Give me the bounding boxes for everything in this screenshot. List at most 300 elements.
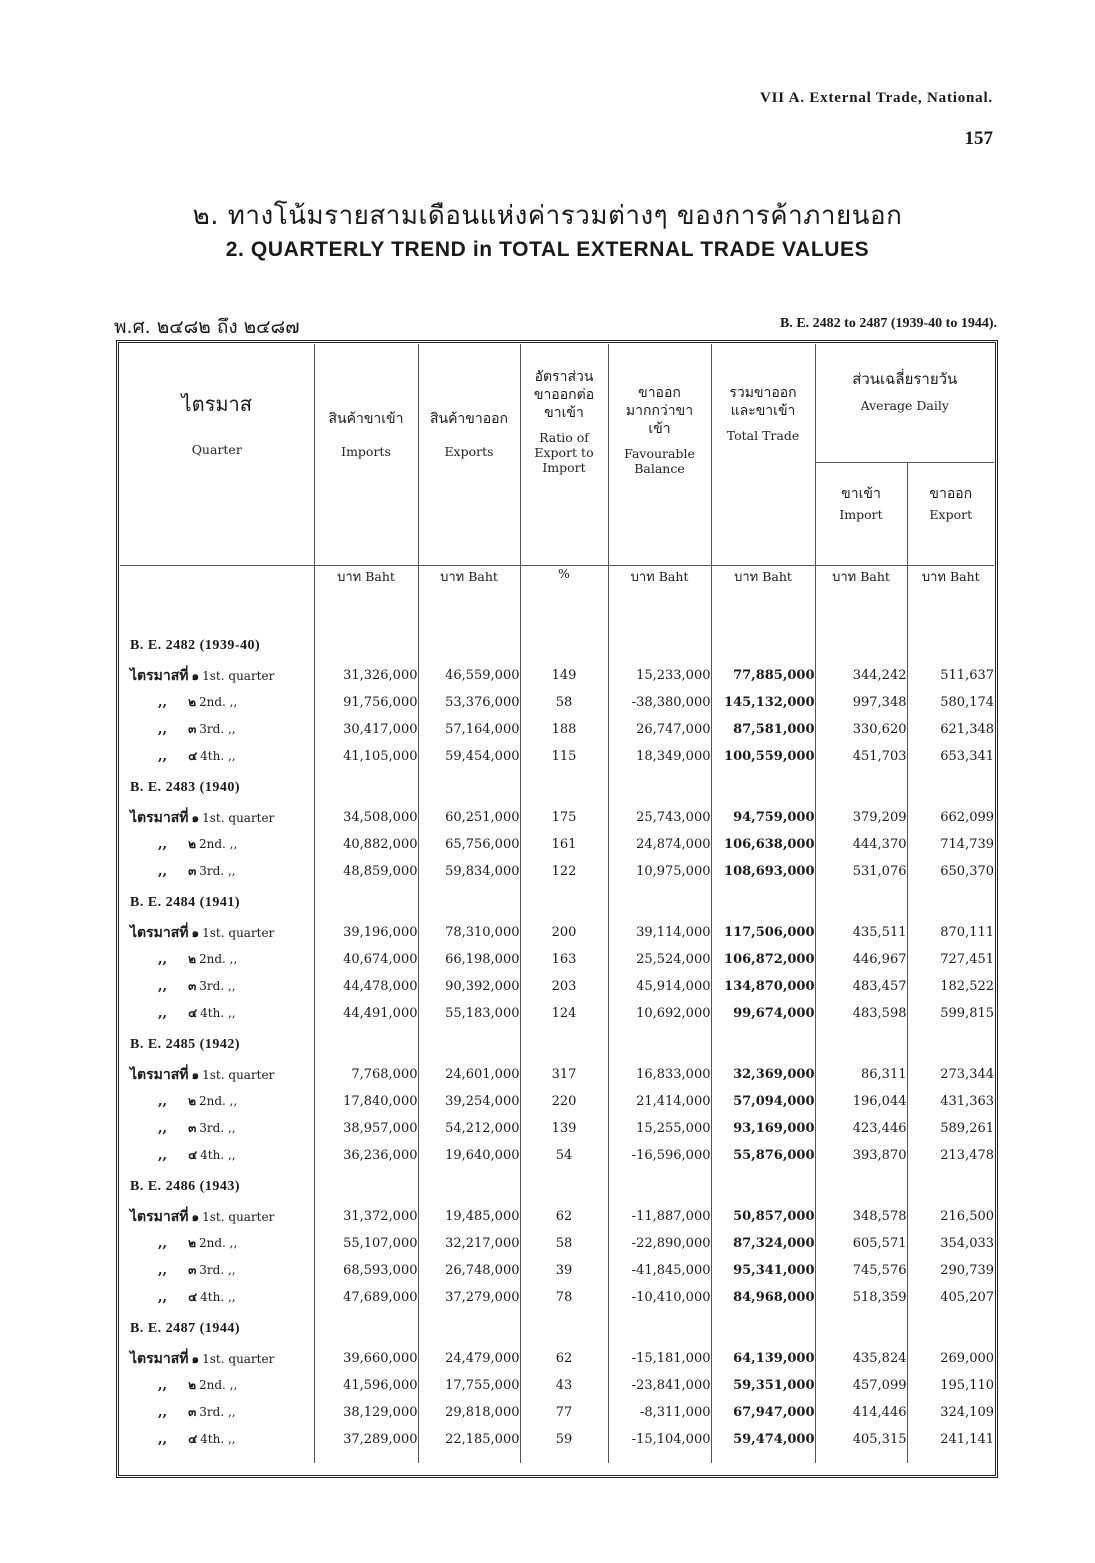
quarter-cell [120, 858, 314, 885]
quarter-numeral: ๒ [188, 1378, 196, 1392]
quarter-cell [120, 1061, 314, 1088]
ditto-mark: ,, [158, 749, 168, 764]
year-spacer-cell [314, 1169, 418, 1203]
cell-avg-import: 379,209 [815, 804, 907, 831]
year-spacer-cell [907, 885, 994, 919]
header-ratio-thai: อัตราส่วนขาออกต่อขาเข้า [533, 369, 595, 421]
cell-exports: 19,485,000 [418, 1203, 520, 1230]
table-row [120, 1284, 994, 1311]
unit-avg-export [907, 566, 994, 629]
year-spacer-cell [815, 1027, 907, 1061]
year-spacer-cell [815, 885, 907, 919]
cell-total: 32,369,000 [711, 1061, 815, 1088]
header-average-daily-english: Average Daily [860, 398, 949, 413]
header-avg-import-english: Import [839, 507, 883, 522]
ditto-mark: ,, [158, 1263, 168, 1278]
quarter-cell [120, 716, 314, 743]
table-body [120, 628, 994, 1463]
quarter-english-label: 2nd. ,, [198, 1236, 238, 1250]
cell-total: 59,351,000 [711, 1372, 815, 1399]
year-spacer-cell [314, 1311, 418, 1345]
cell-balance: 26,747,000 [608, 716, 711, 743]
year-row [120, 628, 994, 662]
ditto-mark: ,, [158, 1290, 168, 1305]
cell-avg-import: 423,446 [815, 1115, 907, 1142]
quarter-numeral: ๓ [188, 1263, 197, 1277]
quarter-english-label: 2nd. ,, [198, 837, 238, 851]
cell-balance: -15,104,000 [608, 1426, 711, 1453]
table-row [120, 716, 994, 743]
title-english: 2. QUARTERLY TREND in TOTAL EXTERNAL TRADE VALUES [225, 238, 870, 261]
ditto-mark: ,, [158, 722, 168, 737]
quarter-cell [120, 1284, 314, 1311]
table-row [120, 1399, 994, 1426]
table-row [120, 1142, 994, 1169]
table-row [120, 946, 994, 973]
cell-imports: 31,372,000 [314, 1203, 418, 1230]
cell-ratio: 203 [520, 973, 608, 1000]
year-spacer-cell [608, 1311, 711, 1345]
year-label: B. E. 2484 (1941) [130, 894, 240, 910]
cell-avg-export: 195,110 [907, 1372, 994, 1399]
cell-avg-import: 330,620 [815, 716, 907, 743]
cell-avg-import: 344,242 [815, 662, 907, 689]
table-header [120, 344, 994, 628]
quarter-numeral: ๒ [188, 837, 196, 851]
quarter-cell [120, 1142, 314, 1169]
quarter-english-label: 4th. ,, [200, 1290, 236, 1304]
ditto-mark: ,, [158, 952, 168, 967]
header-balance [608, 344, 711, 566]
header-exports-english: Exports [444, 444, 494, 459]
header-imports-thai: สินค้าขาเข้า [328, 411, 404, 427]
year-spacer-cell [520, 1311, 608, 1345]
cell-total: 134,870,000 [711, 973, 815, 1000]
cell-avg-export: 870,111 [907, 919, 994, 946]
header-ratio [520, 344, 608, 566]
cell-avg-export: 589,261 [907, 1115, 994, 1142]
cell-imports: 7,768,000 [314, 1061, 418, 1088]
year-row [120, 770, 994, 804]
year-spacer-cell [907, 628, 994, 662]
quarter-english-label: 4th. ,, [200, 1148, 236, 1162]
cell-balance: 39,114,000 [608, 919, 711, 946]
cell-imports: 40,674,000 [314, 946, 418, 973]
unit-row [120, 566, 994, 629]
cell-exports: 22,185,000 [418, 1426, 520, 1453]
cell-ratio: 115 [520, 743, 608, 770]
cell-balance: 10,692,000 [608, 1000, 711, 1027]
cell-imports: 41,596,000 [314, 1372, 418, 1399]
cell-imports: 44,491,000 [314, 1000, 418, 1027]
cell-avg-export: 599,815 [907, 1000, 994, 1027]
year-spacer-cell [520, 1169, 608, 1203]
cell-imports: 39,660,000 [314, 1345, 418, 1372]
quarter-cell [120, 804, 314, 831]
cell-exports: 78,310,000 [418, 919, 520, 946]
unit-baht-thai: บาท [337, 570, 362, 585]
year-row [120, 885, 994, 919]
cell-balance: -16,596,000 [608, 1142, 711, 1169]
year-label: B. E. 2482 (1939-40) [130, 637, 261, 653]
header-avg-import [815, 463, 907, 566]
quarter-english-label: 3rd. ,, [199, 864, 236, 878]
cell-avg-export: 431,363 [907, 1088, 994, 1115]
cell-ratio: 317 [520, 1061, 608, 1088]
year-label: B. E. 2486 (1943) [130, 1178, 240, 1194]
year-spacer-cell [314, 770, 418, 804]
period-thai: พ.ศ. ๒๔๘๒ ถึง ๒๔๘๗ [114, 316, 300, 338]
cell-avg-export: 216,500 [907, 1203, 994, 1230]
cell-ratio: 188 [520, 716, 608, 743]
year-spacer-cell [907, 770, 994, 804]
cell-imports: 48,859,000 [314, 858, 418, 885]
cell-exports: 17,755,000 [418, 1372, 520, 1399]
cell-total: 87,324,000 [711, 1230, 815, 1257]
period-english: B. E. 2482 to 2487 (1939-40 to 1944). [780, 316, 997, 331]
quarter-english-label: 4th. ,, [200, 1432, 236, 1446]
ditto-mark: ,, [158, 1094, 168, 1109]
cell-imports: 41,105,000 [314, 743, 418, 770]
header-ratio-english: Ratio of Export to Import [534, 430, 594, 475]
year-spacer-cell [520, 885, 608, 919]
cell-balance: 10,975,000 [608, 858, 711, 885]
header-average-daily-thai: ส่วนเฉลี่ยรายวัน [852, 370, 958, 388]
year-row [120, 1311, 994, 1345]
quarter-cell [120, 1345, 314, 1372]
quarter-cell [120, 973, 314, 1000]
quarter-cell [120, 1203, 314, 1230]
cell-avg-export: 273,344 [907, 1061, 994, 1088]
unit-baht-thai: บาท [440, 570, 465, 585]
quarter-cell [120, 1115, 314, 1142]
cell-avg-import: 483,457 [815, 973, 907, 1000]
quarter-numeral: ๔ [188, 1432, 198, 1446]
quarter-cell [120, 1399, 314, 1426]
cell-total: 95,341,000 [711, 1257, 815, 1284]
cell-avg-export: 511,637 [907, 662, 994, 689]
cell-ratio: 58 [520, 689, 608, 716]
cell-total: 57,094,000 [711, 1088, 815, 1115]
title-thai: ๒. ทางโน้มรายสามเดือนแห่งค่ารวมต่างๆ ของการค้าภายนอก [192, 201, 903, 231]
cell-avg-export: 213,478 [907, 1142, 994, 1169]
year-spacer-cell [608, 885, 711, 919]
cell-exports: 59,454,000 [418, 743, 520, 770]
cell-balance: 45,914,000 [608, 973, 711, 1000]
cell-exports: 46,559,000 [418, 662, 520, 689]
cell-avg-import: 393,870 [815, 1142, 907, 1169]
header-exports-thai: สินค้าขาออก [429, 411, 509, 427]
cell-exports: 24,479,000 [418, 1345, 520, 1372]
year-spacer-cell [907, 1311, 994, 1345]
cell-imports: 38,957,000 [314, 1115, 418, 1142]
year-spacer-cell [314, 628, 418, 662]
quarter-numeral: ๑ [191, 1209, 200, 1224]
cell-total: 106,872,000 [711, 946, 815, 973]
quarter-cell [120, 1000, 314, 1027]
cell-exports: 59,834,000 [418, 858, 520, 885]
cell-ratio: 149 [520, 662, 608, 689]
cell-imports: 39,196,000 [314, 919, 418, 946]
quarter-cell [120, 689, 314, 716]
unit-ratio [520, 566, 608, 629]
cell-imports: 34,508,000 [314, 804, 418, 831]
cell-balance: 25,524,000 [608, 946, 711, 973]
quarter-cell [120, 946, 314, 973]
bottom-spacer-row [120, 1453, 994, 1463]
cell-ratio: 77 [520, 1399, 608, 1426]
quarter-english-label: 3rd. ,, [199, 1405, 236, 1419]
unit-baht-thai: บาท [734, 570, 759, 585]
section-header: VII A. External Trade, National. [760, 90, 993, 106]
table-row [120, 662, 994, 689]
quarter-english-label: 2nd. ,, [198, 695, 238, 709]
cell-balance: -41,845,000 [608, 1257, 711, 1284]
year-spacer-cell [608, 1027, 711, 1061]
header-quarter [120, 344, 314, 566]
header-total [711, 344, 815, 566]
year-spacer-cell [711, 1311, 815, 1345]
year-spacer-cell [907, 1027, 994, 1061]
year-spacer-cell [520, 770, 608, 804]
quarter-cell [120, 1257, 314, 1284]
table-row [120, 1345, 994, 1372]
table-row [120, 973, 994, 1000]
cell-balance: -23,841,000 [608, 1372, 711, 1399]
quarter-english-label: 1st. quarter [202, 1209, 275, 1224]
year-spacer-cell [815, 770, 907, 804]
cell-avg-export: 241,141 [907, 1426, 994, 1453]
unit-baht-thai: บาท [921, 570, 946, 585]
quarter-numeral: ๑ [191, 810, 200, 825]
year-row [120, 1169, 994, 1203]
cell-balance: -22,890,000 [608, 1230, 711, 1257]
cell-balance: -8,311,000 [608, 1399, 711, 1426]
cell-total: 55,876,000 [711, 1142, 815, 1169]
table-row [120, 689, 994, 716]
cell-exports: 39,254,000 [418, 1088, 520, 1115]
cell-exports: 53,376,000 [418, 689, 520, 716]
year-spacer-cell [608, 628, 711, 662]
trade-table [120, 344, 994, 1463]
year-label: B. E. 2485 (1942) [130, 1036, 240, 1052]
year-spacer-cell [815, 1311, 907, 1345]
cell-avg-export: 354,033 [907, 1230, 994, 1257]
cell-ratio: 122 [520, 858, 608, 885]
unit-baht: Baht [365, 569, 395, 584]
year-spacer-cell [711, 1169, 815, 1203]
quarter-english-label: 1st. quarter [202, 1067, 275, 1082]
cell-imports: 44,478,000 [314, 973, 418, 1000]
quarter-english-label: 1st. quarter [202, 668, 275, 683]
cell-balance: 24,874,000 [608, 831, 711, 858]
cell-ratio: 62 [520, 1345, 608, 1372]
spacer-cell [314, 1453, 418, 1463]
cell-balance: 15,233,000 [608, 662, 711, 689]
year-spacer-cell [418, 885, 520, 919]
ditto-mark: ,, [158, 1148, 168, 1163]
quarter-cell [120, 831, 314, 858]
ditto-mark: ,, [158, 864, 168, 879]
cell-avg-export: 324,109 [907, 1399, 994, 1426]
spacer-cell [711, 1453, 815, 1463]
cell-ratio: 161 [520, 831, 608, 858]
cell-avg-import: 435,511 [815, 919, 907, 946]
cell-ratio: 139 [520, 1115, 608, 1142]
cell-avg-export: 269,000 [907, 1345, 994, 1372]
quarter-numeral: ๑ [191, 925, 200, 940]
cell-avg-import: 997,348 [815, 689, 907, 716]
table-row [120, 1426, 994, 1453]
table-row [120, 804, 994, 831]
cell-total: 87,581,000 [711, 716, 815, 743]
cell-avg-import: 483,598 [815, 1000, 907, 1027]
header-total-thai: รวมขาออกและขาเข้า [729, 385, 797, 419]
cell-exports: 60,251,000 [418, 804, 520, 831]
cell-ratio: 163 [520, 946, 608, 973]
cell-ratio: 220 [520, 1088, 608, 1115]
unit-percent: % [558, 566, 570, 581]
quarter-cell [120, 919, 314, 946]
cell-exports: 66,198,000 [418, 946, 520, 973]
cell-total: 99,674,000 [711, 1000, 815, 1027]
cell-exports: 57,164,000 [418, 716, 520, 743]
cell-imports: 30,417,000 [314, 716, 418, 743]
quarter-english-label: 2nd. ,, [198, 952, 238, 966]
header-balance-thai: ขาออกมากกว่าขาเข้า [625, 385, 694, 437]
unit-baht: Baht [762, 569, 792, 584]
cell-exports: 90,392,000 [418, 973, 520, 1000]
unit-imports [314, 566, 418, 629]
unit-baht: Baht [949, 569, 980, 584]
unit-baht-thai: บาท [832, 570, 857, 585]
cell-imports: 31,326,000 [314, 662, 418, 689]
header-exports [418, 344, 520, 566]
unit-baht: Baht [468, 569, 498, 584]
quarter-numeral: ๔ [188, 1290, 198, 1304]
cell-exports: 37,279,000 [418, 1284, 520, 1311]
cell-avg-import: 745,576 [815, 1257, 907, 1284]
unit-baht-thai: บาท [630, 570, 655, 585]
quarter-english-label: 2nd. ,, [198, 1094, 238, 1108]
quarter-thai-label: ไตรมาสที่ [130, 924, 189, 941]
table-row [120, 1257, 994, 1284]
quarter-numeral: ๔ [188, 1006, 198, 1020]
quarter-thai-label: ไตรมาสที่ [130, 809, 189, 826]
table-row [120, 1115, 994, 1142]
cell-total: 108,693,000 [711, 858, 815, 885]
year-spacer-cell [314, 885, 418, 919]
table-row [120, 1000, 994, 1027]
ditto-mark: ,, [158, 979, 168, 994]
quarter-english-label: 1st. quarter [202, 810, 275, 825]
quarter-thai-label: ไตรมาสที่ [130, 1066, 189, 1083]
quarter-numeral: ๒ [188, 1094, 196, 1108]
cell-total: 64,139,000 [711, 1345, 815, 1372]
cell-imports: 47,689,000 [314, 1284, 418, 1311]
cell-total: 94,759,000 [711, 804, 815, 831]
cell-avg-export: 714,739 [907, 831, 994, 858]
year-spacer-cell [418, 628, 520, 662]
cell-avg-import: 444,370 [815, 831, 907, 858]
cell-avg-import: 435,824 [815, 1345, 907, 1372]
header-quarter-thai: ไตรมาส [181, 392, 252, 416]
cell-total: 145,132,000 [711, 689, 815, 716]
ditto-mark: ,, [158, 1405, 168, 1420]
year-label-cell [120, 885, 314, 919]
table-row [120, 1372, 994, 1399]
quarter-numeral: ๒ [188, 695, 196, 709]
cell-total: 67,947,000 [711, 1399, 815, 1426]
cell-exports: 65,756,000 [418, 831, 520, 858]
cell-imports: 40,882,000 [314, 831, 418, 858]
quarter-numeral: ๔ [188, 1148, 198, 1162]
unit-baht: Baht [860, 569, 890, 584]
cell-balance: 18,349,000 [608, 743, 711, 770]
cell-ratio: 54 [520, 1142, 608, 1169]
year-spacer-cell [520, 1027, 608, 1061]
year-label: B. E. 2483 (1940) [130, 779, 240, 795]
cell-avg-export: 182,522 [907, 973, 994, 1000]
unit-total [711, 566, 815, 629]
year-row [120, 1027, 994, 1061]
cell-total: 106,638,000 [711, 831, 815, 858]
year-label-cell [120, 770, 314, 804]
quarter-thai-label: ไตรมาสที่ [130, 667, 189, 684]
quarter-numeral: ๒ [188, 952, 196, 966]
cell-balance: 25,743,000 [608, 804, 711, 831]
table-row [120, 831, 994, 858]
spacer-cell [815, 1453, 907, 1463]
cell-ratio: 62 [520, 1203, 608, 1230]
unit-avg-import [815, 566, 907, 629]
quarter-numeral: ๒ [188, 1236, 196, 1250]
cell-total: 100,559,000 [711, 743, 815, 770]
quarter-english-label: 1st. quarter [202, 925, 275, 940]
year-spacer-cell [907, 1169, 994, 1203]
cell-imports: 37,289,000 [314, 1426, 418, 1453]
table-row [120, 1088, 994, 1115]
quarter-english-label: 4th. ,, [200, 1006, 236, 1020]
header-avg-export-english: Export [929, 507, 973, 522]
table-row [120, 1203, 994, 1230]
cell-avg-import: 86,311 [815, 1061, 907, 1088]
ditto-mark: ,, [158, 1236, 168, 1251]
cell-total: 117,506,000 [711, 919, 815, 946]
quarter-numeral: ๑ [191, 1351, 200, 1366]
cell-exports: 55,183,000 [418, 1000, 520, 1027]
header-total-english: Total Trade [726, 428, 800, 443]
quarter-cell [120, 662, 314, 689]
quarter-cell [120, 743, 314, 770]
cell-ratio: 59 [520, 1426, 608, 1453]
cell-ratio: 78 [520, 1284, 608, 1311]
ditto-mark: ,, [158, 1006, 168, 1021]
year-label-cell [120, 628, 314, 662]
cell-balance: -11,887,000 [608, 1203, 711, 1230]
spacer-cell [907, 1453, 994, 1463]
quarter-english-label: 3rd. ,, [199, 1263, 236, 1277]
cell-balance: 21,414,000 [608, 1088, 711, 1115]
year-spacer-cell [608, 770, 711, 804]
ditto-mark: ,, [158, 1432, 168, 1447]
cell-avg-import: 196,044 [815, 1088, 907, 1115]
year-spacer-cell [711, 1027, 815, 1061]
spacer-cell [418, 1453, 520, 1463]
cell-total: 84,968,000 [711, 1284, 815, 1311]
quarter-numeral: ๓ [188, 1405, 197, 1419]
year-label: B. E. 2487 (1944) [130, 1320, 240, 1336]
